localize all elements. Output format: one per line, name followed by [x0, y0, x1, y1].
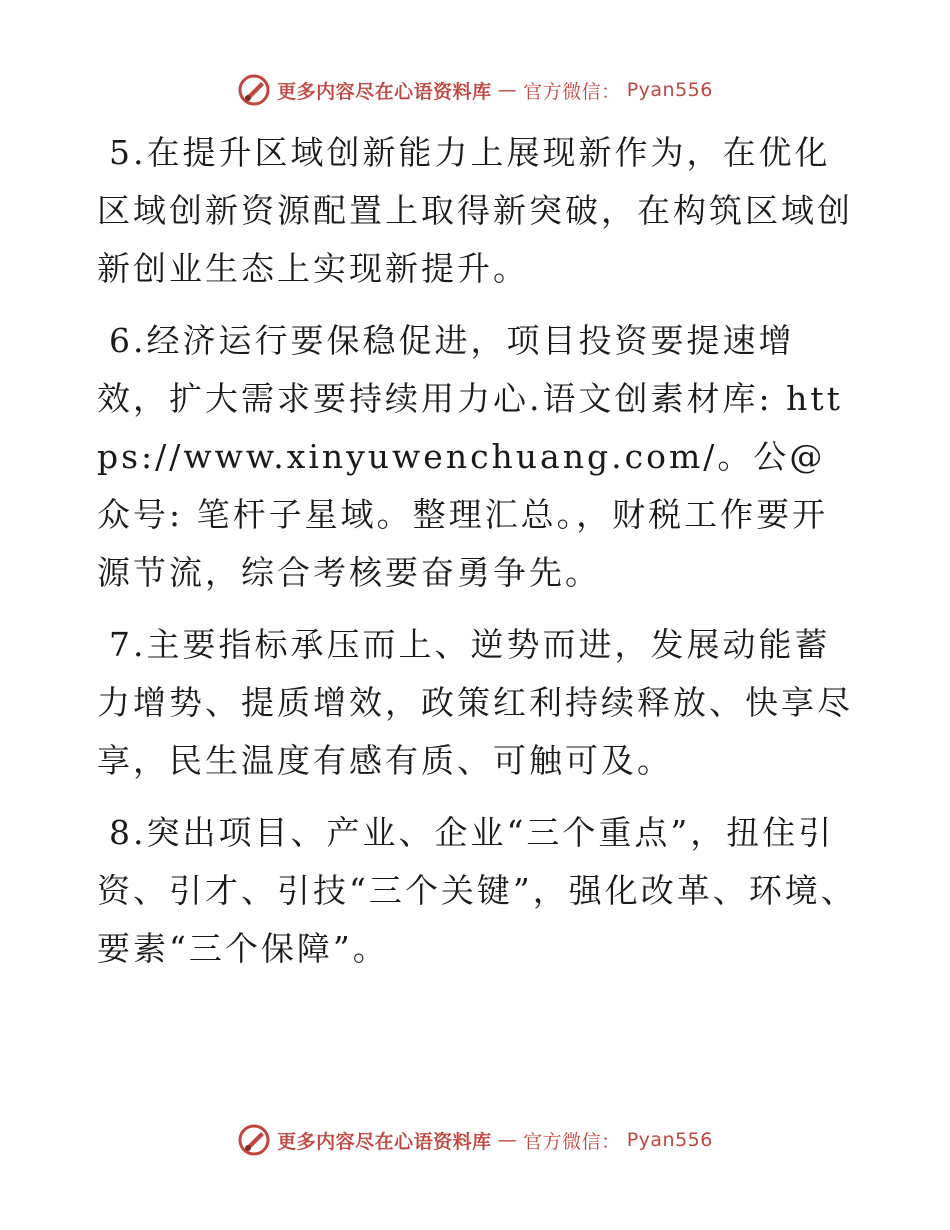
- banner-content: [237, 73, 713, 107]
- banner-separator: —: [497, 1129, 518, 1151]
- banner-content: [237, 1123, 713, 1157]
- banner-wechat-label: 官方微信：: [523, 1130, 621, 1153]
- paragraph-text: 在提升区域创新能力上展现新作为，在优化区域创新资源配置上取得新突破，在构筑区域创新创业生态上实现新提升。: [97, 133, 853, 288]
- banner-separator: —: [497, 79, 518, 101]
- paragraph-text: 突出项目、产业、企业“三个重点”，扭住引资、引才、引技“三个关键”，强化改革、环境、要素“三个保障”。: [97, 813, 857, 968]
- banner-wechat-id: Pyan556: [626, 79, 713, 101]
- banner-wechat-label: 官方微信：: [523, 80, 621, 103]
- banner-wechat-id: Pyan556: [626, 1129, 713, 1151]
- banner-text: 更多内容尽在心语资料库: [277, 80, 492, 103]
- paragraph-text: 主要指标承压而上、逆势而进，发展动能蓄力增势、提质增效，政策红利持续释放、快享尽享，民生温度有感有质、可触可及。: [97, 625, 853, 780]
- banner-text: 更多内容尽在心语资料库: [277, 1130, 492, 1153]
- paragraph-number: 7.: [109, 625, 147, 664]
- paragraph-number: 8.: [109, 813, 147, 852]
- paragraph-8: [97, 804, 857, 978]
- paragraph-text: 经济运行要保稳促进，项目投资要提速增效，扩大需求要持续用力心.语文创素材库: https://www.xinyuwenchuang.com/。公@众号: 笔杆子星域。整理汇总。，财税工作要开源节流，综合考核要奋勇争先。: [97, 321, 843, 592]
- paragraph-6: [97, 312, 857, 602]
- footer-banner: [0, 1120, 950, 1160]
- paragraph-number: 6.: [109, 321, 147, 360]
- paragraph-number: 5.: [109, 133, 147, 172]
- brush-logo-icon: [237, 73, 271, 107]
- document-body: [97, 124, 857, 992]
- header-banner: [0, 70, 950, 110]
- brush-logo-icon: [237, 1123, 271, 1157]
- paragraph-5: [97, 124, 857, 298]
- paragraph-7: [97, 616, 857, 790]
